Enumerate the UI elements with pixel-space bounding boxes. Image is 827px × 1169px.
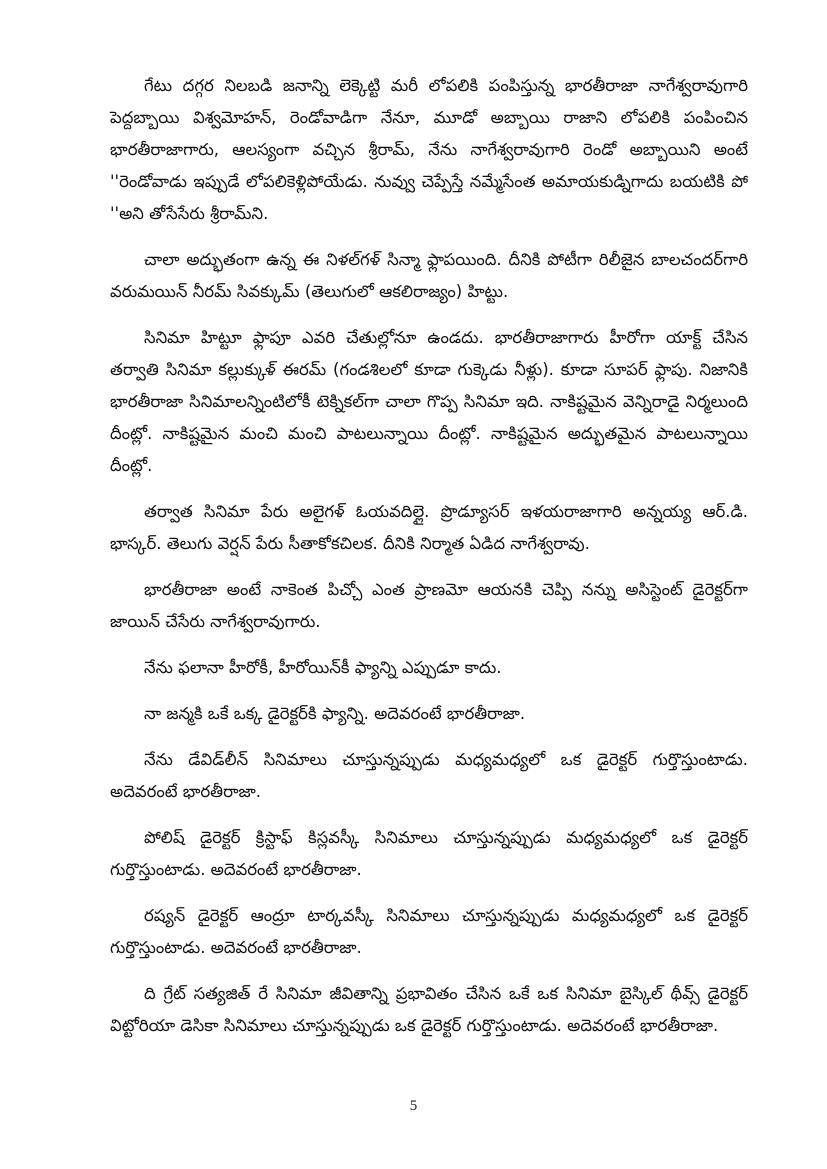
paragraph-7: నా జన్మకి ఒకే ఒక్క డైరెక్టర్‌కి ఫ్యాన్ని. అదెవరంటే భారతీరాజా. — [144, 704, 526, 723]
paragraph-5: భారతీరాజా అంటే నాకెంత పిచ్చో ఎంత ప్రాణమో ఆయనకి చెప్పి నన్ను అసిస్టెంట్ డైరెక్టర్‌గా జాయిన్ చేసేరు నాగేశ్వరావుగారు. — [110, 580, 748, 631]
paragraph-9: పోలిష్ డైరెక్టర్ క్రిస్టాఫ్ కిస్లవస్కీ సినిమాలు చూస్తున్నప్పుడు మధ్యమధ్యలో ఒక డైరెక్టర్ గుర్తొస్తుంటాడు. అదెవరంటే భారతీరాజా. — [110, 828, 748, 879]
paragraph-11: ది గ్రేట్ సత్యజిత్ రే సినిమా జీవితాన్ని ప్రభావితం చేసిన ఒకే ఒక సినిమా బైస్కిల్ థీవ్స్ డైరెక్టర్ విట్టోరియా డెసికా సినిమాలు చూస్తున్నప్పుడు ఒక డైరెక్టర్ గుర్తొస్తుంటాడు. అదెవరంటే భారతీరాజా. — [110, 984, 748, 1035]
paragraph-1: గేటు దగ్గర నిలబడి జనాన్ని లెక్కెట్టి మరీ లోపలికి పంపిస్తున్న భారతీరాజా నాగేశ్వరావుగారి పెద్దబ్బాయి విశ్వమోహన్, రెండోవాడిగా నేనూ, మూడో అబ్బాయి రాజాని లోపలికి పంపించిన భారతీరాజాగారు, ఆలస్యంగా వచ్చిన శ్రీరామ్, నేను నాగేశ్వరావుగారి రెండో అబ్బాయిని అంటే ''రెండోవాడు ఇప్పుడే లోపలికెళ్లిపోయేడు. నువ్వు చెప్పేస్తే నమ్మేసేంత అమాయకుడ్నిగాదు బయటికి పో ''అని తోసేసేరు శ్రీరామ్‌ని. — [110, 76, 748, 223]
paragraph-4: తర్వాత సినిమా పేరు అలైగళ్ ఓయవదిల్లై. ప్రొడ్యూసర్ ఇళయరాజాగారి అన్నయ్య ఆర్.డి. భాస్కర్. తెలుగు వెర్షన్ పేరు సీతాకోకచిలక. దీనికి నిర్మాత ఏడిద నాగేశ్వరావు. — [110, 502, 748, 553]
paragraph-6: నేను ఫలానా హీరోకీ, హీరోయిన్‌కీ ఫ్యాన్ని ఎప్పుడూ కాదు. — [144, 658, 502, 677]
page-body — [110, 70, 748, 1056]
paragraph-2: చాలా అద్భుతంగా ఉన్న ఈ నిళల్‌గళ్ సిన్మా ఫ్లాపయింది. దీనికి పోటీగా రిలీజైన బాలచందర్‌గారి వరుమయిన్ నీరమ్ సివక్కుమ్ (తెలుగులో ఆకలిరాజ్యం) హిట్టు. — [110, 250, 748, 301]
paragraph-10: రష్యన్ డైరెక్టర్ ఆంద్రూ టార్కవస్కీ సినిమాలు చూస్తున్నప్పుడు మధ్యమధ్యలో ఒక డైరెక్టర్ గుర్తొస్తుంటాడు. అదెవరంటే భారతీరాజా. — [110, 906, 748, 957]
page-number: 5 — [409, 1098, 418, 1114]
paragraph-8: నేను డేవిడ్‌లీన్ సినిమాలు చూస్తున్నప్పుడు మధ్యమధ్యలో ఒక డైరెక్టర్ గుర్తొస్తుంటాడు. అదెవరంటే భారతీరాజా. — [110, 750, 748, 801]
paragraph-3: సినిమా హిట్టూ ఫ్లాపూ ఎవరి చేతుల్లోనూ ఉండదు. భారతీరాజాగారు హీరోగా యాక్ట్ చేసిన తర్వాతి సినిమా కల్లుక్కుళ్ ఈరమ్ (గండశిలలో కూడా గుక్కెడు నీళ్లు). కూడా సూపర్ ఫ్లాపు. నిజానికి భారతీరాజా సినిమాలన్నింటిలోకీ టెక్నికల్‌గా చాలా గొప్ప సినిమా ఇది. నాకిష్టమైన వెన్నిరాడై నిర్మలుంది దీంట్లో. నాకిష్టమైన మంచి మంచి పాటలున్నాయి దీంట్లో. నాకిష్టమైన అద్భుతమైన పాటలున్నాయి దీంట్లో. — [110, 328, 748, 475]
